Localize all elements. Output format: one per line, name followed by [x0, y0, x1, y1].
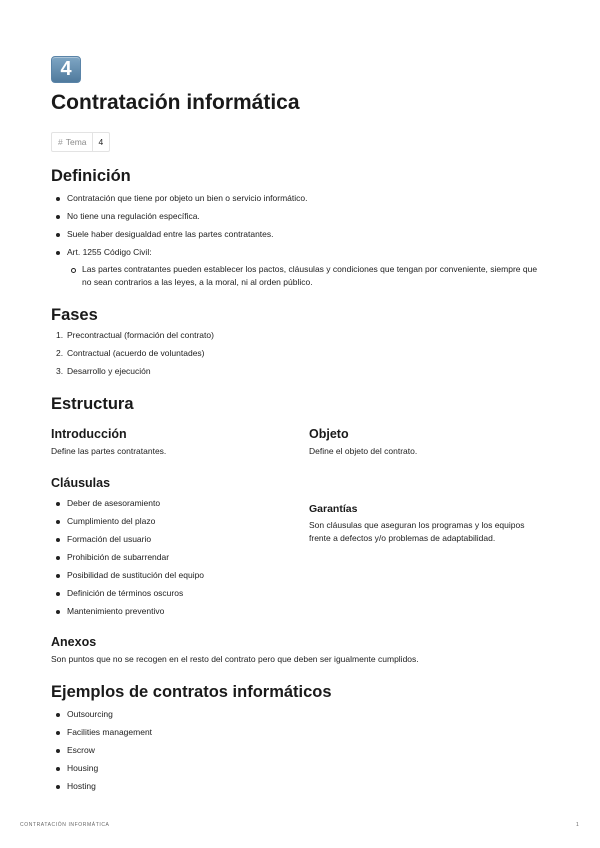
footer-title: CONTRATACIÓN INFORMÁTICA: [20, 822, 110, 828]
bullet-dot: [56, 215, 60, 219]
list-item: Outsourcing: [67, 709, 113, 719]
bullet-dot: [56, 251, 60, 255]
list-item: Housing: [67, 763, 99, 773]
anexos-text: Son puntos que no se recogen en el resto del contrato pero que deben ser igualmente cumplidos.: [51, 654, 419, 664]
list-item: Deber de asesoramiento: [67, 498, 161, 508]
list-item: Art. 1255 Código Civil:: [67, 247, 152, 257]
garantias-text-line: Son cláusulas que aseguran los programas y los equipos: [309, 520, 525, 530]
bullet-dot: [56, 520, 60, 524]
bullet-dot: [56, 731, 60, 735]
heading-fases: Fases: [51, 306, 98, 324]
heading-estructura: Estructura: [51, 395, 134, 413]
list-number: 3.: [56, 366, 64, 376]
list-item: Hosting: [67, 781, 96, 791]
bullet-dot: [56, 538, 60, 542]
hash-icon: #: [58, 137, 63, 147]
bullet-dot: [56, 767, 60, 771]
list-item: Cumplimiento del plazo: [67, 516, 156, 526]
list-item: Contratación que tiene por objeto un bien o servicio informático.: [67, 193, 308, 203]
page-number: 1: [576, 822, 580, 828]
list-item: Prohibición de subarrendar: [67, 552, 170, 562]
list-item: Contractual (acuerdo de voluntades): [67, 348, 205, 358]
bullet-circle: [71, 268, 76, 273]
heading-objeto: Objeto: [309, 427, 349, 441]
list-item: No tiene una regulación específica.: [67, 211, 200, 221]
sub-list-item-line: no sean contrarios a las leyes, a la moral, ni al orden público.: [82, 277, 313, 287]
heading-definicion: Definición: [51, 167, 131, 185]
list-item: Definición de términos oscuros: [67, 588, 184, 598]
sub-list-item-line: Las partes contratantes pueden establecer los pactos, cláusulas y condiciones que tengan por conveniente, siempre que: [82, 264, 538, 274]
list-item: Precontractual (formación del contrato): [67, 330, 214, 340]
list-item: Facilities management: [67, 727, 153, 737]
garantias-text-line: frente a defectos y/o problemas de adaptabilidad.: [309, 533, 496, 543]
bullet-dot: [56, 197, 60, 201]
list-item: Escrow: [67, 745, 95, 755]
list-item: Mantenimiento preventivo: [67, 606, 165, 616]
bullet-dot: [56, 556, 60, 560]
heading-ejemplos: Ejemplos de contratos informáticos: [51, 683, 332, 701]
list-number: 2.: [56, 348, 64, 358]
heading-introduccion: Introducción: [51, 427, 127, 441]
property-key: Tema: [65, 137, 87, 147]
bullet-dot: [56, 713, 60, 717]
introduccion-text: Define las partes contratantes.: [51, 446, 167, 456]
bullet-dot: [56, 233, 60, 237]
keycap-4-icon: 4: [51, 56, 81, 83]
page-title: Contratación informática: [51, 91, 300, 114]
objeto-text: Define el objeto del contrato.: [309, 446, 418, 456]
property-value: 4: [98, 137, 104, 147]
list-item: Desarrollo y ejecución: [67, 366, 151, 376]
bullet-dot: [56, 610, 60, 614]
list-item: Formación del usuario: [67, 534, 152, 544]
heading-garantias: Garantías: [309, 503, 358, 515]
list-number: 1.: [56, 330, 64, 340]
heading-clausulas: Cláusulas: [51, 476, 111, 490]
list-item: Suele haber desigualdad entre las partes contratantes.: [67, 229, 274, 239]
bullet-dot: [56, 785, 60, 789]
bullet-dot: [56, 574, 60, 578]
bullet-dot: [56, 592, 60, 596]
property-tag[interactable]: [51, 132, 110, 152]
list-item: Posibilidad de sustitución del equipo: [67, 570, 205, 580]
heading-anexos: Anexos: [51, 635, 97, 649]
bullet-dot: [56, 502, 60, 506]
bullet-dot: [56, 749, 60, 753]
